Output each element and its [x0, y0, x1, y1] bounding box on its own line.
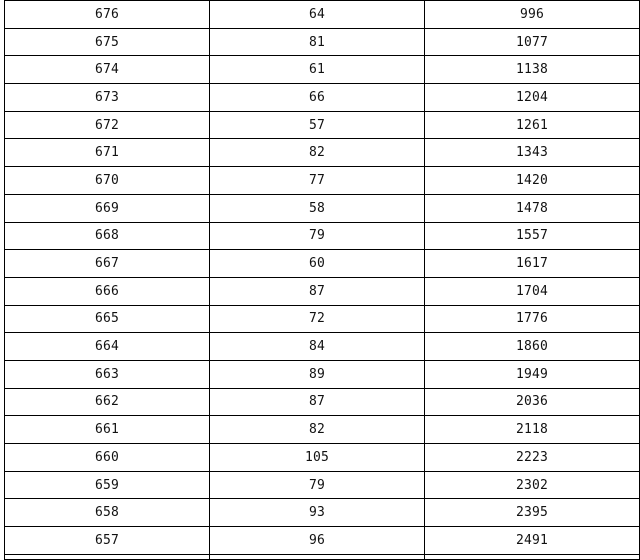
table-cell: 668 — [5, 222, 210, 250]
table-cell: 60 — [210, 250, 425, 278]
table-cell: 671 — [5, 139, 210, 167]
score-table-body — [5, 1, 640, 560]
table-row — [5, 28, 640, 56]
table-cell: 996 — [425, 1, 640, 29]
table-cell: 2036 — [425, 388, 640, 416]
table-cell: 2395 — [425, 499, 640, 527]
table-row — [5, 416, 640, 444]
table-cell: 664 — [5, 333, 210, 361]
table-cell: 1949 — [425, 360, 640, 388]
table-cell: 1343 — [425, 139, 640, 167]
table-cell: 87 — [210, 388, 425, 416]
table-cell: 2491 — [425, 527, 640, 555]
table-cell: 673 — [5, 84, 210, 112]
table-cell: 672 — [5, 111, 210, 139]
table-cell: 663 — [5, 360, 210, 388]
table-cell: 64 — [210, 1, 425, 29]
table-row — [5, 444, 640, 472]
table-cell: 66 — [210, 84, 425, 112]
table-cell-empty — [425, 554, 640, 559]
table-cell: 1478 — [425, 194, 640, 222]
table-row — [5, 305, 640, 333]
table-cell: 1557 — [425, 222, 640, 250]
score-table — [4, 0, 640, 560]
table-row — [5, 499, 640, 527]
table-cell: 1704 — [425, 277, 640, 305]
table-cell: 676 — [5, 1, 210, 29]
table-cell: 82 — [210, 139, 425, 167]
table-cell: 1617 — [425, 250, 640, 278]
table-cell: 661 — [5, 416, 210, 444]
table-cell: 57 — [210, 111, 425, 139]
table-row — [5, 56, 640, 84]
table-cell: 657 — [5, 527, 210, 555]
table-cell: 84 — [210, 333, 425, 361]
table-cell: 58 — [210, 194, 425, 222]
table-cell-empty — [210, 554, 425, 559]
table-cell: 77 — [210, 167, 425, 195]
table-row — [5, 527, 640, 555]
table-cell: 660 — [5, 444, 210, 472]
table-cell: 658 — [5, 499, 210, 527]
table-row — [5, 1, 640, 29]
table-cell: 662 — [5, 388, 210, 416]
table-row — [5, 250, 640, 278]
score-table-container — [4, 0, 637, 560]
table-cell: 1138 — [425, 56, 640, 84]
table-cell: 666 — [5, 277, 210, 305]
table-cell: 675 — [5, 28, 210, 56]
table-cell: 669 — [5, 194, 210, 222]
table-cell: 81 — [210, 28, 425, 56]
table-cell: 89 — [210, 360, 425, 388]
table-cell: 1261 — [425, 111, 640, 139]
table-cell: 2118 — [425, 416, 640, 444]
table-row — [5, 222, 640, 250]
table-row-partial — [5, 554, 640, 559]
table-cell: 1204 — [425, 84, 640, 112]
table-cell: 72 — [210, 305, 425, 333]
table-cell-empty — [5, 554, 210, 559]
table-cell: 105 — [210, 444, 425, 472]
table-cell: 659 — [5, 471, 210, 499]
table-cell: 1860 — [425, 333, 640, 361]
table-cell: 79 — [210, 222, 425, 250]
table-row — [5, 111, 640, 139]
table-cell: 61 — [210, 56, 425, 84]
table-cell: 665 — [5, 305, 210, 333]
table-cell: 93 — [210, 499, 425, 527]
table-row — [5, 388, 640, 416]
table-row — [5, 84, 640, 112]
table-row — [5, 167, 640, 195]
table-cell: 1420 — [425, 167, 640, 195]
table-cell: 2223 — [425, 444, 640, 472]
table-row — [5, 277, 640, 305]
table-row — [5, 139, 640, 167]
table-cell: 674 — [5, 56, 210, 84]
table-cell: 667 — [5, 250, 210, 278]
table-cell: 1077 — [425, 28, 640, 56]
table-cell: 87 — [210, 277, 425, 305]
table-row — [5, 194, 640, 222]
table-row — [5, 471, 640, 499]
table-row — [5, 360, 640, 388]
table-cell: 1776 — [425, 305, 640, 333]
table-cell: 96 — [210, 527, 425, 555]
table-cell: 79 — [210, 471, 425, 499]
table-row — [5, 333, 640, 361]
table-cell: 670 — [5, 167, 210, 195]
table-cell: 2302 — [425, 471, 640, 499]
table-cell: 82 — [210, 416, 425, 444]
